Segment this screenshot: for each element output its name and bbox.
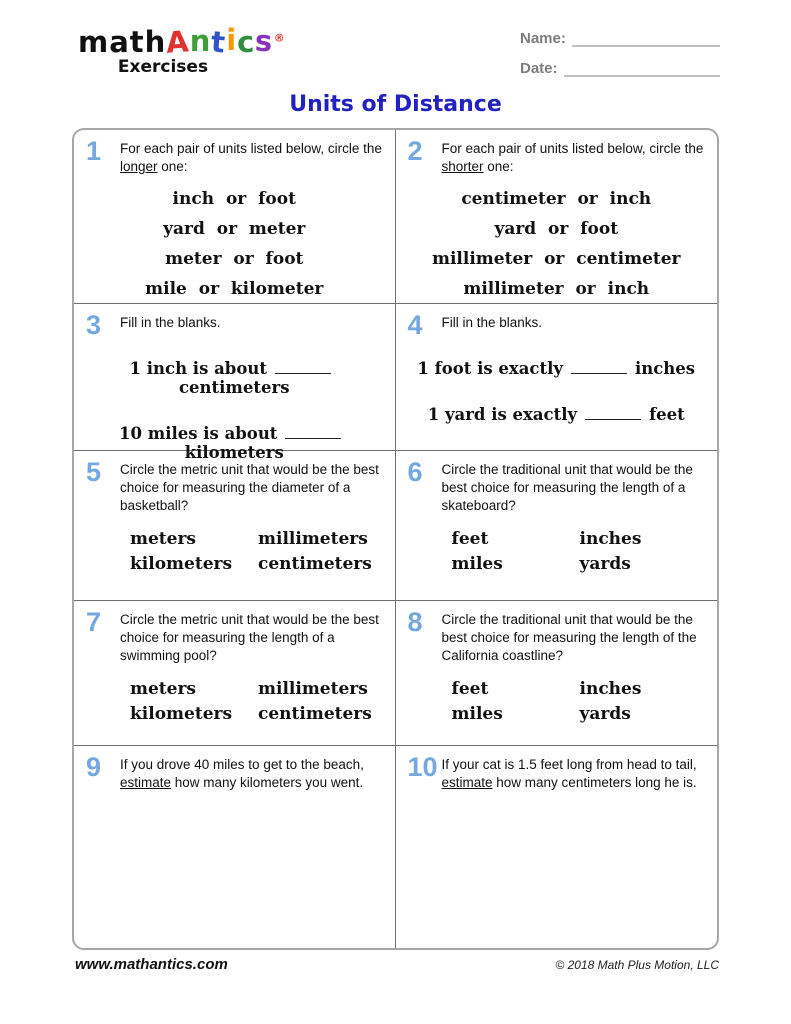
question-7-options bbox=[130, 679, 383, 724]
question-5-options bbox=[130, 529, 383, 574]
unit-option: miles bbox=[451, 554, 503, 575]
fill-line: 10 miles is aboutkilometers bbox=[86, 424, 383, 462]
registered-trademark-icon: ® bbox=[273, 31, 286, 45]
question-9-cell bbox=[74, 746, 396, 948]
question-2-prompt: For each pair of units listed below, circle the shorter one: bbox=[441, 141, 704, 174]
fill-line: 1 yard is exactly feet bbox=[427, 404, 685, 424]
unit-option: centimeters bbox=[258, 554, 372, 575]
question-9-number: 9 bbox=[86, 752, 102, 782]
question-1-cell bbox=[74, 130, 396, 304]
unit-pair: centimeter or inch bbox=[461, 188, 652, 209]
unit-option: meters bbox=[130, 679, 196, 700]
question-8-cell bbox=[396, 601, 718, 746]
unit-option: inches bbox=[579, 529, 642, 550]
question-1-number: 1 bbox=[86, 136, 102, 166]
unit-option: centimeters bbox=[258, 704, 372, 725]
question-10-number: 10 bbox=[407, 752, 438, 782]
copyright-notice: © 2018 Math Plus Motion, LLC bbox=[555, 958, 719, 972]
worksheet-title: Units of Distance bbox=[289, 92, 502, 117]
unit-option: millimeters bbox=[258, 679, 368, 700]
question-5-number: 5 bbox=[86, 457, 102, 487]
website-url: www.mathantics.com bbox=[75, 956, 228, 973]
unit-pair: millimeter or centimeter bbox=[431, 248, 681, 269]
unit-option: feet bbox=[451, 529, 489, 550]
unit-pair: mile or kilometer bbox=[145, 278, 324, 299]
question-7-cell bbox=[74, 601, 396, 746]
question-6-prompt: Circle the traditional unit that would be the best choice for measuring the length of a skateboard? bbox=[441, 462, 693, 513]
question-8-number: 8 bbox=[407, 607, 423, 637]
question-6-options bbox=[452, 529, 706, 574]
question-1-prompt: For each pair of units listed below, circle the longer one: bbox=[120, 141, 382, 174]
answer-blank bbox=[275, 359, 331, 374]
question-6-cell bbox=[396, 451, 718, 601]
question-3-number: 3 bbox=[86, 310, 102, 340]
question-9-prompt: If you drove 40 miles to get to the beach, estimate how many kilometers you went. bbox=[120, 757, 364, 790]
date-label: Date: bbox=[520, 60, 558, 77]
unit-option: millimeters bbox=[258, 529, 368, 550]
unit-pair: millimeter or inch bbox=[463, 278, 650, 299]
page-footer bbox=[75, 956, 719, 973]
question-4-prompt: Fill in the blanks. bbox=[441, 315, 543, 330]
unit-option: yards bbox=[579, 554, 631, 575]
unit-pair: yard or meter bbox=[163, 218, 306, 239]
date-row bbox=[520, 58, 720, 77]
unit-option: kilometers bbox=[130, 704, 233, 725]
fill-line: 1 foot is exactly inches bbox=[417, 358, 696, 378]
question-8-options bbox=[452, 679, 706, 724]
unit-pair: yard or foot bbox=[494, 218, 619, 239]
unit-option: meters bbox=[130, 529, 196, 550]
question-10-prompt: If your cat is 1.5 feet long from head to tail, estimate how many centimeters long he is. bbox=[441, 757, 697, 790]
question-5-cell bbox=[74, 451, 396, 601]
logo-word-antics: Antics bbox=[165, 23, 275, 60]
question-4-fill-lines bbox=[408, 359, 706, 424]
question-3-cell bbox=[74, 304, 396, 462]
name-writein-line bbox=[572, 28, 720, 47]
question-8-prompt: Circle the traditional unit that would be the best choice for measuring the length of the California coastline? bbox=[441, 612, 697, 663]
date-writein-line bbox=[564, 58, 720, 77]
name-label: Name: bbox=[520, 30, 566, 47]
name-date-block bbox=[520, 28, 720, 88]
unit-option: miles bbox=[451, 704, 503, 725]
worksheet-table bbox=[72, 128, 719, 950]
question-2-pairs bbox=[408, 189, 706, 299]
question-6-number: 6 bbox=[407, 457, 423, 487]
math-antics-logo bbox=[78, 23, 286, 77]
unit-pair: inch or foot bbox=[172, 188, 296, 209]
question-3-prompt: Fill in the blanks. bbox=[120, 315, 221, 330]
question-2-number: 2 bbox=[407, 136, 423, 166]
unit-option: feet bbox=[451, 679, 489, 700]
answer-blank bbox=[585, 405, 641, 420]
logo-wordmark bbox=[78, 23, 286, 60]
name-row bbox=[520, 28, 720, 47]
answer-blank bbox=[285, 424, 341, 439]
fill-line: 1 inch is aboutcentimeters bbox=[86, 359, 383, 397]
question-3-fill-lines bbox=[86, 359, 383, 462]
question-7-number: 7 bbox=[86, 607, 102, 637]
unit-option: kilometers bbox=[130, 554, 233, 575]
logo-word-math: math bbox=[78, 25, 167, 59]
question-7-prompt: Circle the metric unit that would be the best choice for measuring the length of a swimming pool? bbox=[120, 612, 379, 663]
question-4-number: 4 bbox=[407, 310, 423, 340]
unit-option: yards bbox=[579, 704, 631, 725]
question-10-cell bbox=[396, 746, 718, 948]
logo-subtitle: Exercises bbox=[117, 57, 209, 77]
question-1-pairs bbox=[86, 189, 383, 299]
unit-option: inches bbox=[579, 679, 642, 700]
question-2-cell bbox=[396, 130, 718, 304]
question-5-prompt: Circle the metric unit that would be the best choice for measuring the diameter of a basketball? bbox=[120, 462, 379, 513]
answer-blank bbox=[571, 359, 627, 374]
question-4-cell bbox=[396, 304, 718, 451]
unit-pair: meter or foot bbox=[165, 248, 304, 269]
